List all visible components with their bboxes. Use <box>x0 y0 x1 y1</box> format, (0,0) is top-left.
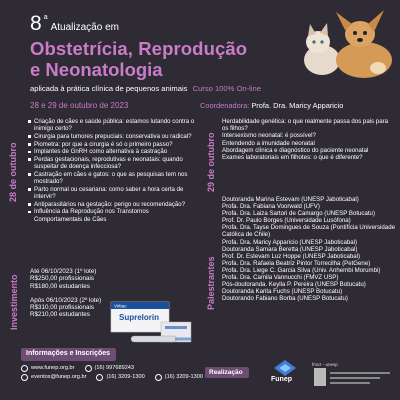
list-item: Prof. Dr. Estevam Luz Hoppe (UNESP Jaboticabal) <box>222 252 361 260</box>
phone1-cell <box>96 373 144 382</box>
lot1-date: Até 06/10/2023 (1º lote) <box>30 268 97 275</box>
subtitle-text: aplicada à prática clínica de pequenos animais <box>30 84 188 93</box>
edition-suffix: a <box>43 14 48 21</box>
list-item: Profa. Dra. Rafaela Beatriz Pintor Torrecilha (PetGene) <box>222 259 371 267</box>
update-label: Atualização em <box>50 22 119 33</box>
whatsapp-number: (16) 997689243 <box>94 365 135 371</box>
info-label: Informações e Inscrições <box>26 350 111 357</box>
lot1-students-price: R$180,00 estudantes <box>30 282 90 290</box>
lot1-professionals-price: R$250,00 profissionais <box>30 275 95 283</box>
speakers-list <box>222 196 397 302</box>
phone2-cell <box>155 373 203 382</box>
realization-label: Realização <box>209 369 243 376</box>
funep-logo <box>262 360 302 390</box>
section-label-day28: 28 de outubro <box>8 142 18 202</box>
unesp-mark-icon <box>314 368 394 388</box>
event-title-line2: e Neonatologia <box>30 59 163 80</box>
list-item: Implantes de GnRH como alternativa à castração <box>28 148 198 155</box>
list-item: Criação de cães e saúde pública: estamos lutando contra o inimigo certo? <box>28 118 198 132</box>
list-item: Intersexismo neonatal: é possível? <box>222 132 316 140</box>
coordination-label: Coordenadora: <box>200 101 250 110</box>
section-label-day29: 29 de outubro <box>206 132 216 192</box>
list-item: Herdabilidade genética: o que realmente passa dos pais para os filhos? <box>222 118 388 133</box>
online-label: Curso 100% On-line <box>192 84 261 93</box>
dog-and-cat-illustration <box>300 2 400 84</box>
lot2-date: Após 06/10/2023 (2º lote) <box>30 296 102 304</box>
lot2-students-price: R$210,00 estudantes <box>30 311 90 319</box>
email-cell[interactable] <box>21 373 86 382</box>
suprelorin-product-image <box>109 296 197 348</box>
whatsapp-icon <box>85 365 92 372</box>
info-registration-bar <box>21 348 116 361</box>
email-icon <box>21 374 28 381</box>
list-item: Pós-doutoranda. Keylla P. Pereira (UNESP Botucatu) <box>222 281 366 289</box>
list-item: Profa. Dra. Maricy Apparicio (UNESP Jaboticabal) <box>222 238 358 246</box>
unesp-logo <box>312 360 397 390</box>
contact-row-2 <box>21 373 221 382</box>
list-item: Profa. Dra. Tayse Domingues de Souza (Pontifícia Universidade Católica de Chile) <box>222 224 395 239</box>
list-item: Influência da Reprodução nos Transtornos Comportamentais de Cães <box>28 208 198 222</box>
list-item: Doutorando Fabiano Borba (UNESP Botucatu) <box>222 295 348 303</box>
phone-number-1: (16) 3209-1300 <box>106 374 145 380</box>
program-day29-list <box>222 118 392 161</box>
contacts-block <box>21 364 221 382</box>
list-item: Exames laboratoriais em filhotes: o que é diferente? <box>222 154 363 162</box>
list-item: Doutoranda Marina Estevam (UNESP Jaboticabal) <box>222 196 359 203</box>
edition-heading <box>30 13 119 35</box>
whatsapp-cell <box>85 364 135 373</box>
funep-mark-icon <box>274 360 296 376</box>
list-item: Profa. Dra. Fabiana Voorwald (UFV) <box>222 203 320 211</box>
list-item: Profa. Dra. Laiza Sartori de Camargo (UNESP Botucatu) <box>222 210 375 218</box>
realization-badge <box>205 367 249 378</box>
product-name: Suprelorin <box>119 313 160 322</box>
section-label-investment: Investimento <box>9 274 19 330</box>
list-item: Doutoranda Samara Beretta (UNESP Jaboticabal) <box>222 245 358 253</box>
globe-icon <box>21 365 28 372</box>
coordinator-line <box>200 101 343 111</box>
list-item: Castração em cães e gatos: o que as pesquisas tem nos mostrado? <box>28 171 198 185</box>
list-item: Prof. Dr. Paulo Borges (Universidade Lusófona) <box>222 217 351 225</box>
program-day28-list <box>28 118 198 223</box>
website-link[interactable]: www.funep.org.br <box>31 365 75 371</box>
phone-icon <box>96 374 103 381</box>
email-link[interactable]: eventos@funep.org.br <box>31 374 87 380</box>
contact-row-1 <box>21 364 221 373</box>
section-label-speakers: Palestrantes <box>206 256 216 310</box>
list-item: Profa. Dra. Camila Vannucchi (FMVZ USP) <box>222 274 339 282</box>
product-brand: Virbac <box>114 303 127 309</box>
list-item: Abordagem clínica e diagnóstico do paciente neonatal <box>222 146 369 154</box>
list-item: Doutoranda Karita Fuchs (UNESP Botucatu) <box>222 288 343 296</box>
edition-number: 8 <box>30 12 42 35</box>
phone-number-2: (16) 3209-1300 <box>164 374 203 380</box>
list-item: Profa. Dra. Liege C. Garcia Silva (Univ. Anhembi Morumbi) <box>222 266 381 274</box>
event-title-line1: Obstetrícia, Reprodução <box>30 38 248 59</box>
coordinator-name: Profa. Dra. Maricy Apparicio <box>251 101 344 110</box>
list-item: Piometra: por que a cirurgia é só o primeiro passo? <box>28 141 198 148</box>
event-subtitle <box>30 84 261 93</box>
lot2-professionals-price: R$310,00 profissionais <box>30 304 95 312</box>
list-item: Entendendo a imunidade neonatal <box>222 139 315 147</box>
list-item: Cirurgia para tumores prepuciais: conservativa ou radical? <box>28 133 198 140</box>
phone-icon <box>155 374 162 381</box>
list-item: Antiparasitários na gestação: perigo ou recomendação? <box>28 201 198 208</box>
list-item: Parto normal ou cesariana: como saber a hora certa de intervir? <box>28 186 198 200</box>
website-cell[interactable] <box>21 364 75 373</box>
list-item: Perdas gestacionais, reprodutivas e neonatais: quando suspeitar de doença infecciosa? <box>28 156 198 170</box>
funep-logo-text: Funep <box>271 376 292 383</box>
event-dates: 28 e 29 de outubro de 2023 <box>30 101 129 110</box>
unesp-logo-text: fmvz - unesp <box>312 362 338 367</box>
